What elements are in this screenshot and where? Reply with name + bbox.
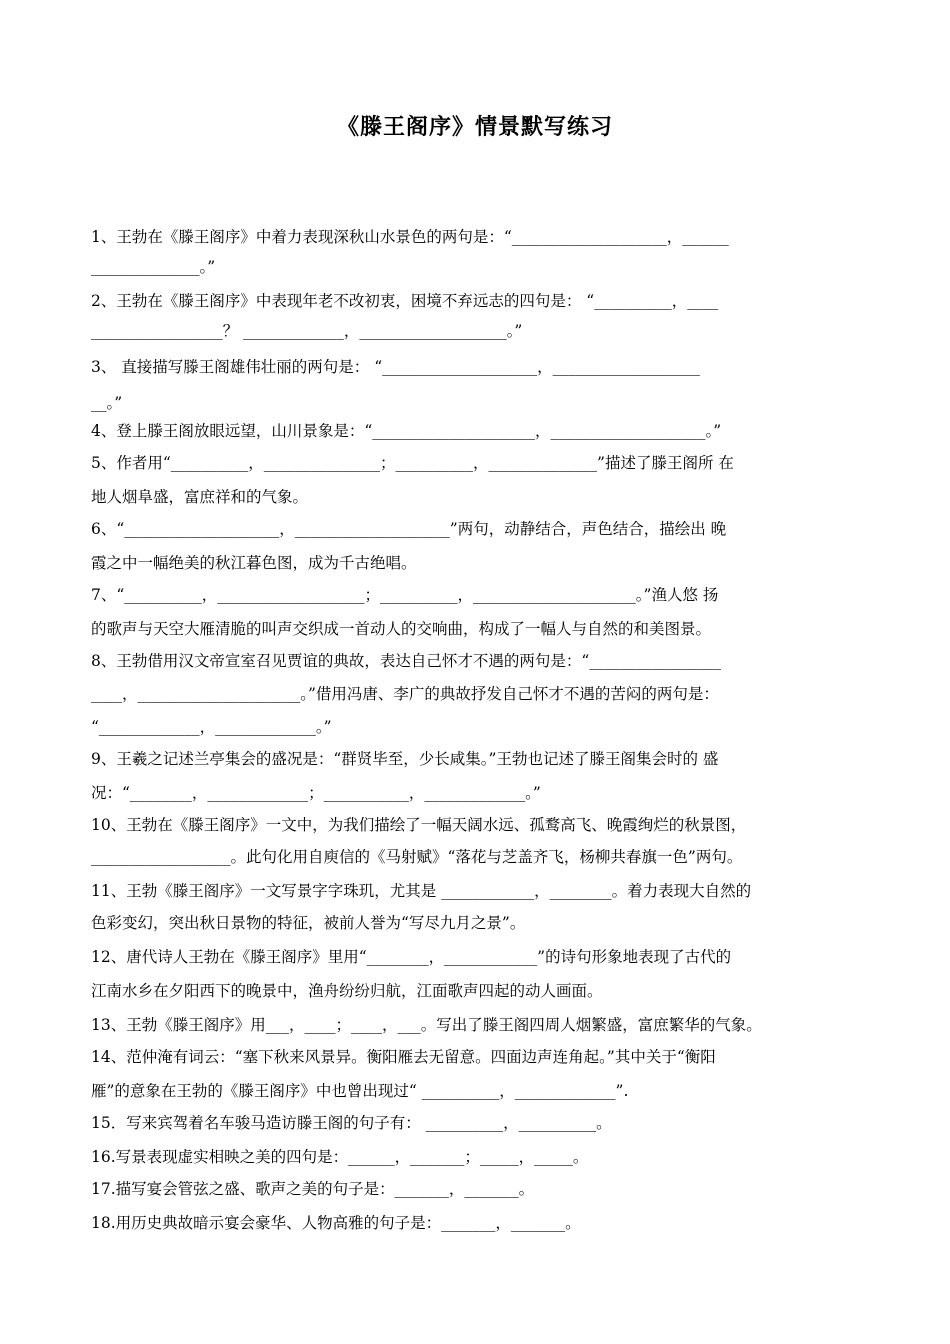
question-line: __________________。此句化用自庾信的《马射赋》“落花与芝盖齐飞，杨柳共春旗一色”两句。: [91, 848, 743, 866]
question-line: 13、王勃《滕王阁序》用___，____；____，___。写出了滕王阁四周人烟繁盛，富庶繁华的气象。: [91, 1016, 762, 1034]
question-line: _________________？ _____________，___________________。”: [91, 322, 523, 340]
question-line: ____，_____________________。”借用冯唐、李广的典故抒发自己怀才不遇的苦闷的两句是：: [91, 685, 719, 703]
question-line: 2、王勃在《滕王阁序》中表现年老不改初衷，困境不弃远志的四句是： “__________，____: [91, 292, 719, 310]
question-line: 18.用历史典故暗示宴会豪华、人物高雅的句子是：_______，_______。: [91, 1214, 581, 1232]
question-line: ______________。”: [91, 258, 216, 276]
question-line: 14、范仲淹有词云：“塞下秋来风景异。衡阳雁去无留意。四面边声连角起。”其中关于“衡阳: [91, 1048, 716, 1066]
question-line: 的歌声与天空大雁清脆的叫声交织成一首动人的交响曲，构成了一幅人与自然的和美图景。: [91, 620, 712, 638]
question-line: 雁”的意象在王勃的《滕王阁序》中也曾出现过“ __________，_____________”.: [91, 1082, 629, 1100]
question-line: 9、王羲之记述兰亭集会的盛况是：“群贤毕至，少长咸集。”王勃也记述了滕王阁集会时的 盛: [91, 750, 719, 768]
question-line: 江南水乡在夕阳西下的晚景中，渔舟纷纷归航，江面歌声四起的动人画面。: [91, 982, 603, 1000]
question-line: 6、“____________________，____________________”两句，动静结合，声色结合，描绘出 晚: [91, 520, 727, 538]
question-line: “_____________，_____________。”: [91, 718, 332, 736]
question-line: 8、王勃借用汉文帝宣室召见贾谊的典故，表达自己怀才不遇的两句是：“_________________: [91, 652, 722, 670]
question-line: 16.写景表现虚实相映之美的四句是：______，_______；_____，_____。: [91, 1148, 589, 1166]
question-line: 15．写来宾驾着名车骏马造访滕王阁的句子有： __________，__________。: [91, 1114, 612, 1132]
question-line: 12、唐代诗人王勃在《滕王阁序》里用“________，____________”的诗句形象地表现了古代的: [91, 948, 732, 966]
question-line: 7、“__________，___________________；__________，_____________________。”渔人悠 扬: [91, 586, 719, 604]
question-line: 色彩变幻，突出秋日景物的特征，被前人誉为“写尽九月之景”。: [91, 914, 526, 932]
question-line: 1、王勃在《滕王阁序》中着力表现深秋山水景色的两句是：“____________________，______: [91, 228, 729, 246]
question-line: 况：“________，_____________；___________，_____________。”: [91, 784, 541, 802]
question-line: __。”: [91, 394, 123, 412]
question-line: 霞之中一幅绝美的秋江暮色图，成为千古绝唱。: [91, 554, 417, 572]
page-title: 《滕王阁序》情景默写练习: [336, 114, 613, 140]
question-line: 地人烟阜盛，富庶祥和的气象。: [91, 488, 309, 506]
question-line: 3、 直接描写滕王阁雄伟壮丽的两句是： “____________________，___________________: [91, 358, 700, 376]
question-line: 11、王勃《滕王阁序》一文写景字字珠玑，尤其是 ____________，________。着力表现大自然的: [91, 882, 752, 900]
question-line: 17.描写宴会管弦之盛、歌声之美的句子是：_______，_______。: [91, 1180, 535, 1198]
question-line: 5、作者用“__________，_______________；__________，______________”描述了滕王阁所 在: [91, 454, 734, 472]
question-line: 4、登上滕王阁放眼远望，山川景象是：“_____________________，____________________。”: [91, 422, 722, 440]
question-line: 10、王勃在《滕王阁序》一文中，为我们描绘了一幅天阔水远、孤鹜高飞、晚霞绚烂的秋景图，: [91, 816, 747, 834]
